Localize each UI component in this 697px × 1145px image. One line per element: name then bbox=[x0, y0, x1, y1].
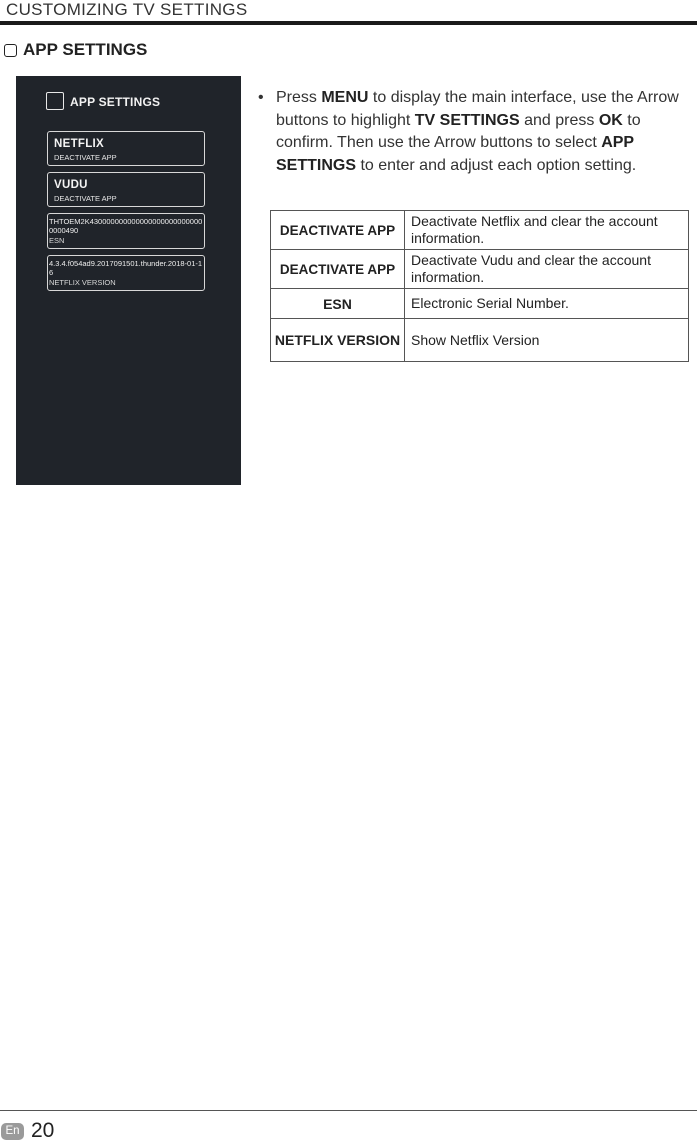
checkbox-icon bbox=[46, 92, 64, 110]
tv-app-netflix[interactable] bbox=[47, 131, 205, 166]
table-row bbox=[271, 289, 689, 319]
page-number: 20 bbox=[31, 1119, 55, 1142]
option-description: Show Netflix Version bbox=[405, 319, 689, 362]
instruction-text: to enter and adjust each option setting. bbox=[356, 156, 637, 174]
tv-info-label: ESN bbox=[49, 236, 65, 245]
table-row bbox=[271, 211, 689, 250]
tv-info-label: NETFLIX VERSION bbox=[49, 278, 116, 287]
tv-app-name: VUDU bbox=[54, 179, 88, 191]
option-name: NETFLIX VERSION bbox=[271, 319, 405, 362]
instruction-text: to display the main interface, use the Arrow buttons to highlight bbox=[276, 89, 679, 129]
checkbox-icon bbox=[4, 44, 17, 57]
option-description: Deactivate Vudu and clear the account information. bbox=[405, 250, 689, 289]
section-title: APP SETTINGS bbox=[23, 40, 148, 59]
instruction-text: to confirm. Then use the Arrow buttons to select bbox=[276, 111, 641, 151]
options-table bbox=[270, 210, 689, 362]
option-name: DEACTIVATE APP bbox=[271, 211, 405, 250]
option-description: Electronic Serial Number. bbox=[405, 289, 689, 319]
instruction-keyword: APP SETTINGS bbox=[276, 134, 634, 174]
header-rule bbox=[0, 21, 697, 25]
tv-app-action: DEACTIVATE APP bbox=[54, 153, 117, 162]
tv-info-netflix-version bbox=[47, 255, 205, 291]
tv-screen-title: APP SETTINGS bbox=[70, 95, 161, 109]
tv-info-esn bbox=[47, 213, 205, 249]
language-badge: En bbox=[1, 1123, 24, 1140]
tv-info-value: THTOEM2K4300000000000000000000000000000490 bbox=[49, 217, 203, 235]
tv-screenshot bbox=[16, 76, 241, 485]
tv-app-action: DEACTIVATE APP bbox=[54, 194, 117, 203]
option-name: ESN bbox=[271, 289, 405, 319]
instruction-paragraph bbox=[276, 87, 690, 177]
table-row bbox=[271, 250, 689, 289]
instruction-keyword: MENU bbox=[321, 89, 369, 106]
bullet: • bbox=[258, 89, 264, 106]
tv-app-name: NETFLIX bbox=[54, 138, 105, 150]
table-row bbox=[271, 319, 689, 362]
instruction-text: and press bbox=[519, 111, 599, 129]
instruction-text: Press bbox=[276, 89, 322, 106]
option-name: DEACTIVATE APP bbox=[271, 250, 405, 289]
tv-info-value: 4.3.4.f054ad9.2017091501.thunder.2018-01-16 bbox=[49, 259, 203, 277]
instruction-keyword: TV SETTINGS bbox=[414, 111, 520, 129]
instruction-keyword: OK bbox=[598, 111, 623, 129]
tv-app-vudu[interactable] bbox=[47, 172, 205, 207]
chapter-title: CUSTOMIZING TV SETTINGS bbox=[6, 0, 248, 19]
footer-rule bbox=[0, 1110, 697, 1111]
option-description: Deactivate Netflix and clear the account information. bbox=[405, 211, 689, 250]
